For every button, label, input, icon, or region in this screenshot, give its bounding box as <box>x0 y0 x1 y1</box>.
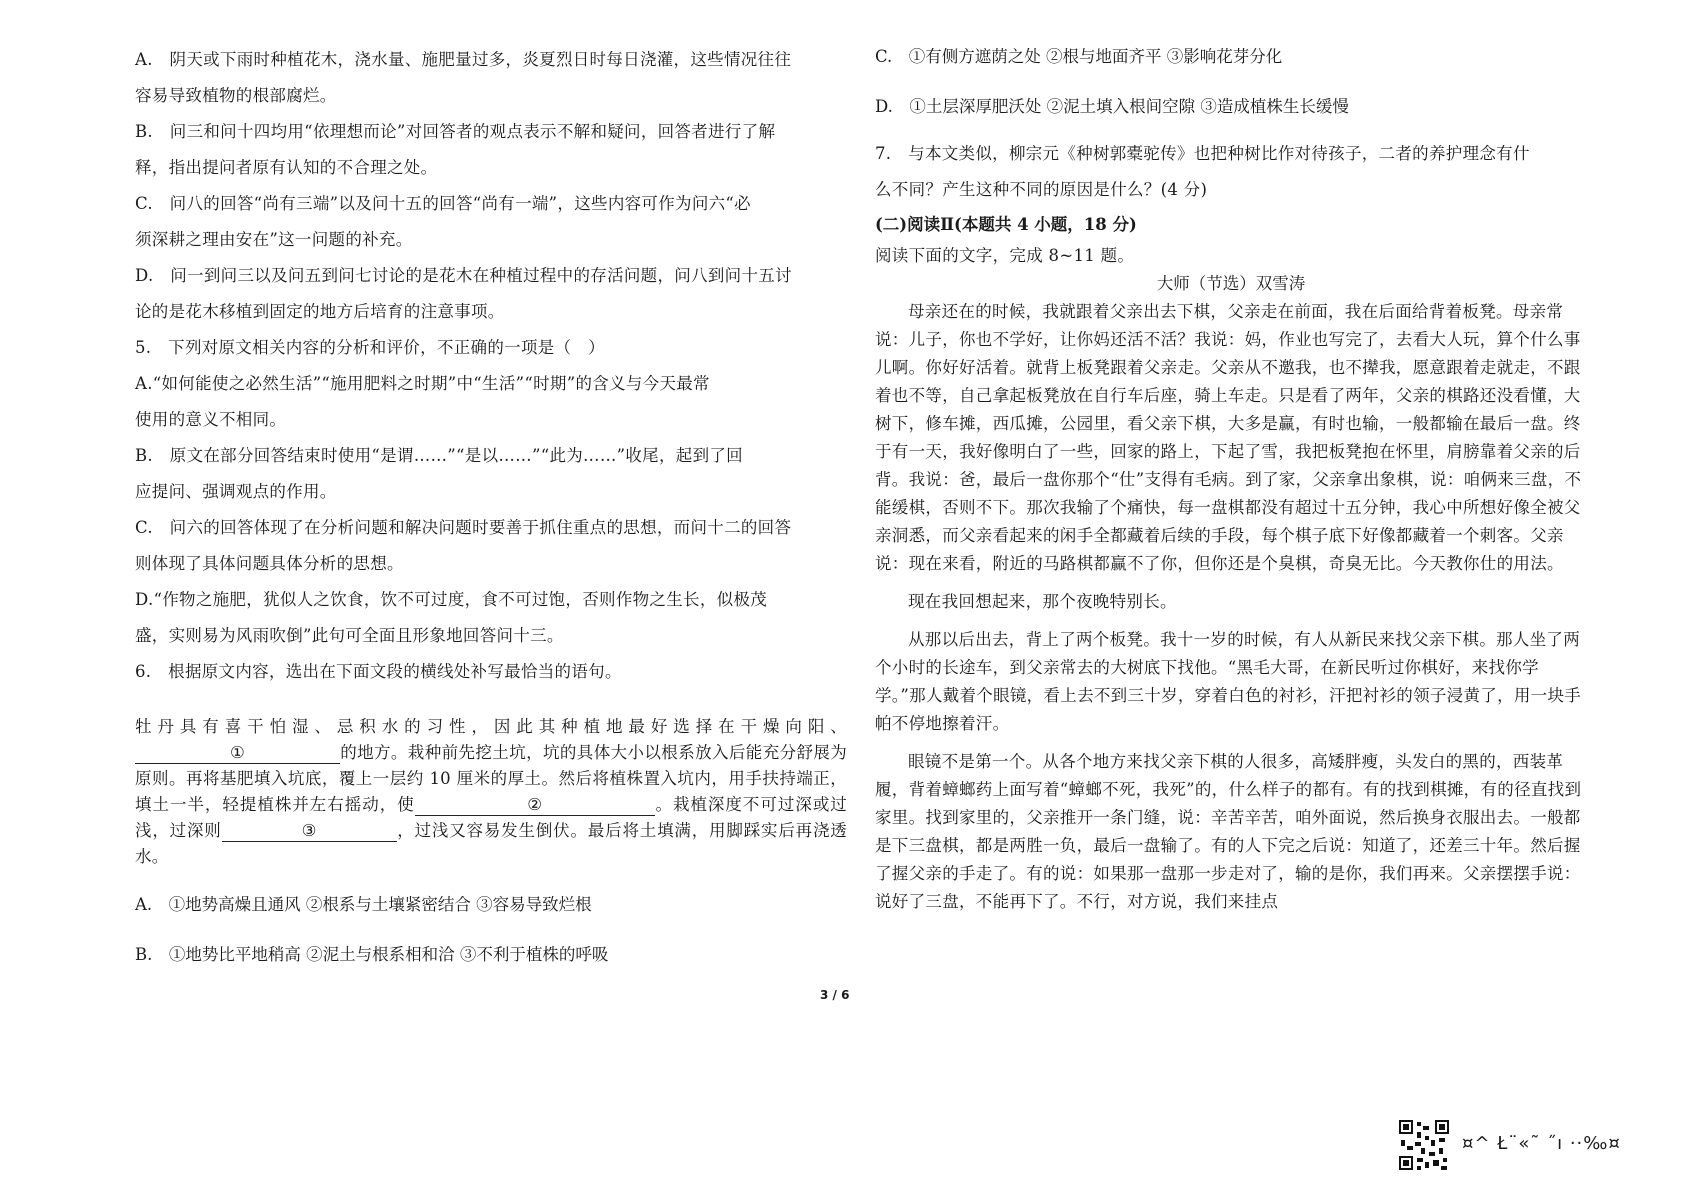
q6-option-d: D. ①土层深厚肥沃处 ②泥土填入根间空隙 ③造成植株生长缓慢 <box>875 97 1349 116</box>
q5-option-d: D.“作物之施肥，犹似人之饮食，饮不可过度，食不可过饱，否则作物之生长，似极茂 盛，实则易为风雨吹倒”此句可全面且形象地回答问十三。 <box>135 590 768 645</box>
blank-2: ② <box>415 795 655 816</box>
reading-instruction: 阅读下面的文字，完成 8~11 题。 <box>875 246 1135 265</box>
q7-stem: 7. 与本文类似，柳宗元《种树郭橐驼传》也把种树比作对待孩子，二者的养护理念有什 么不同？产生这种不同的原因是什么？(4 分) <box>875 144 1530 199</box>
q4-option-b: B. 问三和问十四均用“依理想而论”对回答者的观点表示不解和疑问，回答者进行了解 释，指出提问者原有认知的不合理之处。 <box>135 122 776 177</box>
qr-code-icon <box>1397 1118 1451 1172</box>
footer-garbled-text: ¤^ Ł¨«˜ ˝ı ··‰¤ <box>1462 1133 1621 1154</box>
fill-text-4: ，过浅又容易发生倒伏。最后将土填满，用脚踩实后再浇透水。 <box>135 821 848 866</box>
q4-option-c: C. 问八的回答“尚有三端”以及问十五的回答“尚有一端”，这些内容可作为问六“必 须深耕之理由安在”这一问题的补充。 <box>135 194 751 249</box>
blank-1: ① <box>135 743 340 764</box>
fill-text-2: 的地方。栽种前先挖土坑，坑的具体大小以根系放入后能充分舒展为原则。再将基肥填入坑底，覆上一层约 10 厘米的厚土。然后将植株置入坑内，用手扶持端正，填土一半，轻提植株并左右摇动，使 <box>135 743 847 814</box>
q6-stem: 6. 根据原文内容，选出在下面文段的横线处补写最恰当的语句。 <box>135 662 622 681</box>
page-number: 3 / 6 <box>820 988 850 1002</box>
q6-option-a: A. ①地势高燥且通风 ②根系与土壤紧密结合 ③容易导致烂根 <box>135 895 592 914</box>
story-paragraph-2: 现在我回想起来，那个夜晚特别长。 <box>908 592 1177 611</box>
left-column <box>135 42 847 970</box>
q4-option-d: D. 问一到问三以及问五到问七讨论的是花木在种植过程中的存活问题，问八到问十五讨 论的是花木移植到固定的地方后培育的注意事项。 <box>135 266 792 321</box>
q5-stem: 5. 下列对原文相关内容的分析和评价，不正确的一项是（ ） <box>135 338 605 357</box>
right-column <box>875 42 1587 916</box>
q6-option-b: B. ①地势比平地稍高 ②泥土与根系相和洽 ③不利于植株的呼吸 <box>135 945 609 964</box>
story-paragraph-4: 眼镜不是第一个。从各个地方来找父亲下棋的人很多，高矮胖瘦，头发白的黑的，西装革履，背着蟑螂药上面写着“蟑螂不死，我死”的，什么样子的都有。有的找到棋摊，有的径直找到家里。找到家里的，父亲推开一条门缝，说：辛苦辛苦，咱外面说，然后换身衣服出去。一般都是下三盘棋，都是两胜一负，最后一盘输了。有的人下完之后说：知道了，还差三十年。然后握了握父亲的手走了。有的说：如果那一盘那一步走对了，输的是你，我们再来。父亲摆摆手说：说好了三盘，不能再下了。不行，对方说，我们来挂点 <box>875 752 1582 911</box>
q4-option-a: A. 阴天或下雨时种植花木，浇水量、施肥量过多，炎夏烈日时每日浇灌，这些情况往往 容易导致植物的根部腐烂。 <box>135 50 792 105</box>
story-title: 大师（节选）双雪涛 <box>1156 274 1306 293</box>
fill-text-3: 。栽植深度不可过深或过浅，过深则 <box>135 795 847 840</box>
q6-option-c: C. ①有侧方遮荫之处 ②根与地面齐平 ③影响花芽分化 <box>875 47 1283 66</box>
story-paragraph-1: 母亲还在的时候，我就跟着父亲出去下棋，父亲走在前面，我在后面给背着板凳。母亲常说：儿子，你也不学好，让你妈还活不活？我说：妈，作业也写完了，去看大人玩，算个什么事儿啊。你好好活着。就背上板凳跟着父亲走。父亲从不邀我，也不撵我，愿意跟着走就走，不跟着也不等，自己拿起板凳放在自行车后座，骑上车走。只是看了两年，父亲的棋路还没看懂，大树下，修车摊，西瓜摊，公园里，看父亲下棋，大多是赢，有时也输，一般都输在最后一盘。终于有一天，我好像明白了一些，回家的路上，下起了雪，我把板凳抱在怀里，肩膀靠着父亲的后背。我说：爸，最后一盘你那个“仕”支得有毛病。到了家，父亲拿出象棋，说：咱俩来三盘，不能缓棋，否则不下。那次我输了个痛快，每一盘棋都没有超过十五分钟，我心中所想好像全被父亲洞悉，而父亲看起来的闲手全都藏着后续的手段，每个棋子底下好像都藏着一个刺客。父亲说：现在来看，附近的马路棋都赢不了你，但你还是个臭棋，奇臭无比。今天教你仕的用法。 <box>875 302 1582 573</box>
q5-option-c: C. 问六的回答体现了在分析问题和解决问题时要善于抓住重点的思想，而问十二的回答 则体现了具体问题具体分析的思想。 <box>135 518 792 573</box>
q5-option-b: B. 原文在部分回答结束时使用“是谓……”“是以……”“此为……”收尾，起到了回 应提问、强调观点的作用。 <box>135 446 743 501</box>
q6-fill-passage <box>135 714 847 870</box>
blank-3: ③ <box>222 821 397 842</box>
q5-option-a: A.“如何能使之必然生活”“施用肥料之时期”中“生活”“时期”的含义与今天最常 使用的意义不相同。 <box>135 374 710 429</box>
fill-text-1: 牡丹具有喜干怕湿、忌积水的习性，因此其种植地最好选择在干燥向阳、 <box>135 717 847 736</box>
story-paragraph-3: 从那以后出去，背上了两个板凳。我十一岁的时候，有人从新民来找父亲下棋。那人坐了两个小时的长途车，到父亲常去的大树底下找他。“黑毛大哥，在新民听过你棋好，来找你学学。”那人戴着个眼镜，看上去不到三十岁，穿着白色的衬衫，汗把衬衫的领子浸黄了，用一块手帕不停地擦着汗。 <box>875 630 1582 733</box>
section-heading: (二)阅读Ⅱ(本题共 4 小题，18 分) <box>875 215 1137 234</box>
